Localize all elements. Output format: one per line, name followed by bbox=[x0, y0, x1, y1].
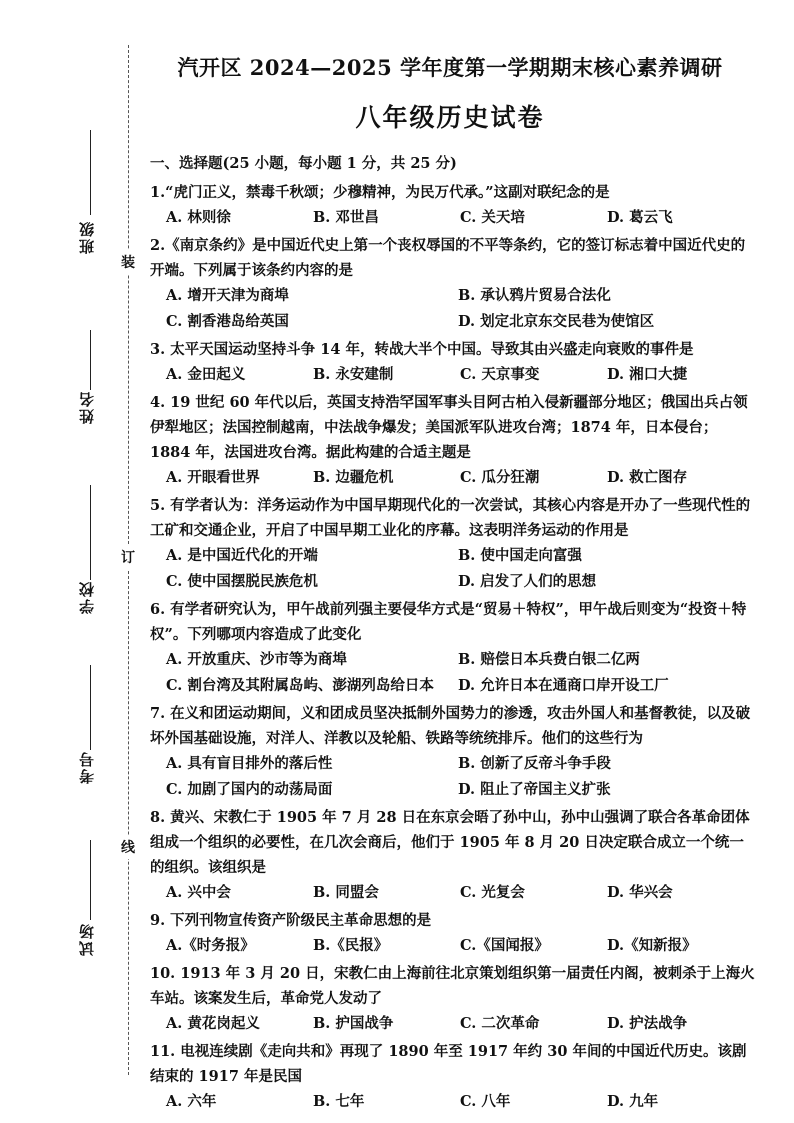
option-b[interactable]: B. 永安建制 bbox=[313, 366, 394, 383]
option-c[interactable]: C. 割香港岛给英国 bbox=[166, 313, 289, 330]
option-c[interactable]: C. 天京事变 bbox=[460, 366, 540, 383]
binding-margin bbox=[0, 0, 150, 1123]
option-a[interactable]: A. 黄花岗起义 bbox=[166, 1015, 260, 1032]
question-8 bbox=[150, 805, 755, 906]
option-d[interactable]: D. 护法战争 bbox=[607, 1015, 688, 1032]
question-options bbox=[150, 933, 755, 959]
option-d[interactable]: D. 划定北京东交民巷为使馆区 bbox=[458, 313, 655, 330]
exam-room-field[interactable] bbox=[66, 840, 106, 980]
option-c[interactable]: C. 使中国摆脱民族危机 bbox=[166, 573, 318, 590]
option-d[interactable]: D. 阻止了帝国主义扩张 bbox=[458, 781, 611, 798]
option-a[interactable]: A.《时务报》 bbox=[166, 937, 255, 954]
question-6 bbox=[150, 597, 755, 699]
option-c[interactable]: C. 二次革命 bbox=[460, 1015, 540, 1032]
question-list bbox=[150, 152, 755, 1117]
option-b[interactable]: B. 护国战争 bbox=[313, 1015, 394, 1032]
option-c[interactable]: C. 八年 bbox=[460, 1093, 511, 1110]
exam-room-field-label: 试场 bbox=[78, 922, 96, 956]
question-1 bbox=[150, 180, 755, 231]
option-b[interactable]: B. 邓世昌 bbox=[313, 209, 379, 226]
option-a[interactable]: A. 开放重庆、沙市等为商埠 bbox=[166, 651, 347, 668]
school-field-label: 学校 bbox=[78, 580, 96, 614]
question-options bbox=[150, 362, 755, 388]
exam-title: 汽开区 2024—2025 学年度第一学期期末核心素养调研 bbox=[177, 55, 723, 80]
option-d[interactable]: D. 启发了人们的思想 bbox=[458, 573, 597, 590]
question-options bbox=[150, 543, 755, 595]
question-options bbox=[150, 880, 755, 906]
question-stem: 7. 在义和团运动期间，义和团成员坚决抵制外国势力的渗透，攻击外国人和基督教徒，以及破坏外国基础设施，对洋人、洋教以及轮船、铁路等统统排斥。他们的这些行为 bbox=[150, 705, 751, 747]
question-options bbox=[150, 647, 755, 699]
option-d[interactable]: D. 允许日本在通商口岸开设工厂 bbox=[458, 677, 669, 694]
exam-room-field-line bbox=[90, 840, 91, 920]
question-stem: 9. 下列刊物宣传资产阶级民主革命思想的是 bbox=[150, 912, 432, 929]
option-c[interactable]: C. 割台湾及其附属岛屿、澎湖列岛给日本 bbox=[166, 677, 434, 694]
exam-subtitle: 八年级历史试卷 bbox=[355, 103, 545, 132]
question-stem: 1.“虎门正义，禁毒千秋颂；少穆精神，为民万代承。”这副对联纪念的是 bbox=[150, 184, 610, 201]
question-options bbox=[150, 751, 755, 803]
option-d[interactable]: D. 救亡图存 bbox=[607, 469, 688, 486]
option-b[interactable]: B. 使中国走向富强 bbox=[458, 547, 582, 564]
question-options bbox=[150, 1011, 755, 1037]
question-stem: 5. 有学者认为：洋务运动作为中国早期现代化的一次尝试，其核心内容是开办了一些现代性的工矿和交通企业，开启了中国早期工业化的序幕。这表明洋务运动的作用是 bbox=[150, 497, 751, 539]
question-stem: 4. 19 世纪 60 年代以后，英国支持浩罕国军事头目阿古柏入侵新疆部分地区；俄国出兵占领伊犁地区；法国控制越南，中法战争爆发；美国派军队进攻台湾；1874 年，日本侵台；1884 年，法国进攻台湾。据此构建的合适主题是 bbox=[150, 394, 748, 461]
option-b[interactable]: B. 赔偿日本兵费白银二亿两 bbox=[458, 651, 640, 668]
question-3 bbox=[150, 337, 755, 388]
option-a[interactable]: A. 是中国近代化的开端 bbox=[166, 547, 318, 564]
question-options bbox=[150, 465, 755, 491]
question-2 bbox=[150, 233, 755, 335]
option-a[interactable]: A. 六年 bbox=[166, 1093, 217, 1110]
option-b[interactable]: B. 边疆危机 bbox=[313, 469, 394, 486]
question-4 bbox=[150, 390, 755, 491]
option-b[interactable]: B. 同盟会 bbox=[313, 884, 379, 901]
question-options bbox=[150, 283, 755, 335]
question-stem: 3. 太平天国运动坚持斗争 14 年，转战大半个中国。导致其由兴盛走向衰败的事件是 bbox=[150, 341, 694, 358]
option-a[interactable]: A. 林则徐 bbox=[166, 209, 231, 226]
option-b[interactable]: B. 创新了反帝斗争手段 bbox=[458, 755, 611, 772]
question-11 bbox=[150, 1039, 755, 1115]
question-stem: 8. 黄兴、宋教仁于 1905 年 7 月 28 日在东京会晤了孙中山，孙中山强调了联合各革命团体组成一个组织的必要性，在几次会商后，他们于 1905 年 8 月 20 日决定联合成立一个统一的组织。该组织是 bbox=[150, 809, 750, 876]
name-field[interactable] bbox=[66, 330, 106, 460]
option-a[interactable]: A. 增开天津为商埠 bbox=[166, 287, 289, 304]
question-stem: 2.《南京条约》是中国近代史上第一个丧权辱国的不平等条约，它的签订标志着中国近代史的开端。下列属于该条约内容的是 bbox=[150, 237, 746, 279]
question-stem: 6. 有学者研究认为，甲午战前列强主要侵华方式是“贸易＋特权”，甲午战后则变为“投资＋特权”。下列哪项内容造成了此变化 bbox=[150, 601, 747, 643]
question-stem: 10. 1913 年 3 月 20 日，宋教仁由上海前往北京策划组织第一届责任内阁，被刺杀于上海火车站。该案发生后，革命党人发动了 bbox=[150, 965, 755, 1007]
class-field-line bbox=[90, 130, 91, 215]
name-field-line bbox=[90, 330, 91, 390]
option-a[interactable]: A. 兴中会 bbox=[166, 884, 231, 901]
school-field-line bbox=[90, 485, 91, 580]
class-field-label: 班级 bbox=[78, 220, 96, 254]
question-options bbox=[150, 1089, 755, 1115]
cut-mark-ding: 订 bbox=[121, 545, 135, 569]
question-5 bbox=[150, 493, 755, 595]
question-options bbox=[150, 205, 755, 231]
section-title: 一、选择题(25 小题，每小题 1 分，共 25 分) bbox=[150, 155, 457, 172]
option-c[interactable]: C. 加剧了国内的动荡局面 bbox=[166, 781, 333, 798]
option-d[interactable]: D.《知新报》 bbox=[607, 937, 697, 954]
option-d[interactable]: D. 华兴会 bbox=[607, 884, 673, 901]
question-9 bbox=[150, 908, 755, 959]
option-c[interactable]: C. 关天培 bbox=[460, 209, 525, 226]
option-c[interactable]: C. 瓜分狂潮 bbox=[460, 469, 540, 486]
option-c[interactable]: C. 光复会 bbox=[460, 884, 525, 901]
option-d[interactable]: D. 湘口大捷 bbox=[607, 366, 688, 383]
option-d[interactable]: D. 九年 bbox=[607, 1093, 659, 1110]
question-stem: 11. 电视连续剧《走向共和》再现了 1890 年至 1917 年约 30 年间的中国近代历史。该剧结束的 1917 年是民国 bbox=[150, 1043, 747, 1085]
exam-number-field-line bbox=[90, 665, 91, 750]
option-b[interactable]: B. 承认鸦片贸易合法化 bbox=[458, 287, 611, 304]
option-b[interactable]: B. 七年 bbox=[313, 1093, 365, 1110]
question-10 bbox=[150, 961, 755, 1037]
option-a[interactable]: A. 具有盲目排外的落后性 bbox=[166, 755, 333, 772]
option-a[interactable]: A. 开眼看世界 bbox=[166, 469, 260, 486]
class-field[interactable] bbox=[66, 130, 106, 265]
option-a[interactable]: A. 金田起义 bbox=[166, 366, 246, 383]
option-d[interactable]: D. 葛云飞 bbox=[607, 209, 673, 226]
cut-mark-zhuang: 装 bbox=[121, 250, 135, 274]
school-field[interactable] bbox=[66, 485, 106, 615]
name-field-label: 姓名 bbox=[78, 390, 96, 424]
option-b[interactable]: B.《民报》 bbox=[313, 937, 389, 954]
exam-number-field[interactable] bbox=[66, 665, 106, 795]
question-7 bbox=[150, 701, 755, 803]
exam-number-field-label: 考号 bbox=[78, 750, 96, 784]
option-c[interactable]: C.《国闻报》 bbox=[460, 937, 549, 954]
cut-mark-xian: 线 bbox=[121, 835, 135, 859]
